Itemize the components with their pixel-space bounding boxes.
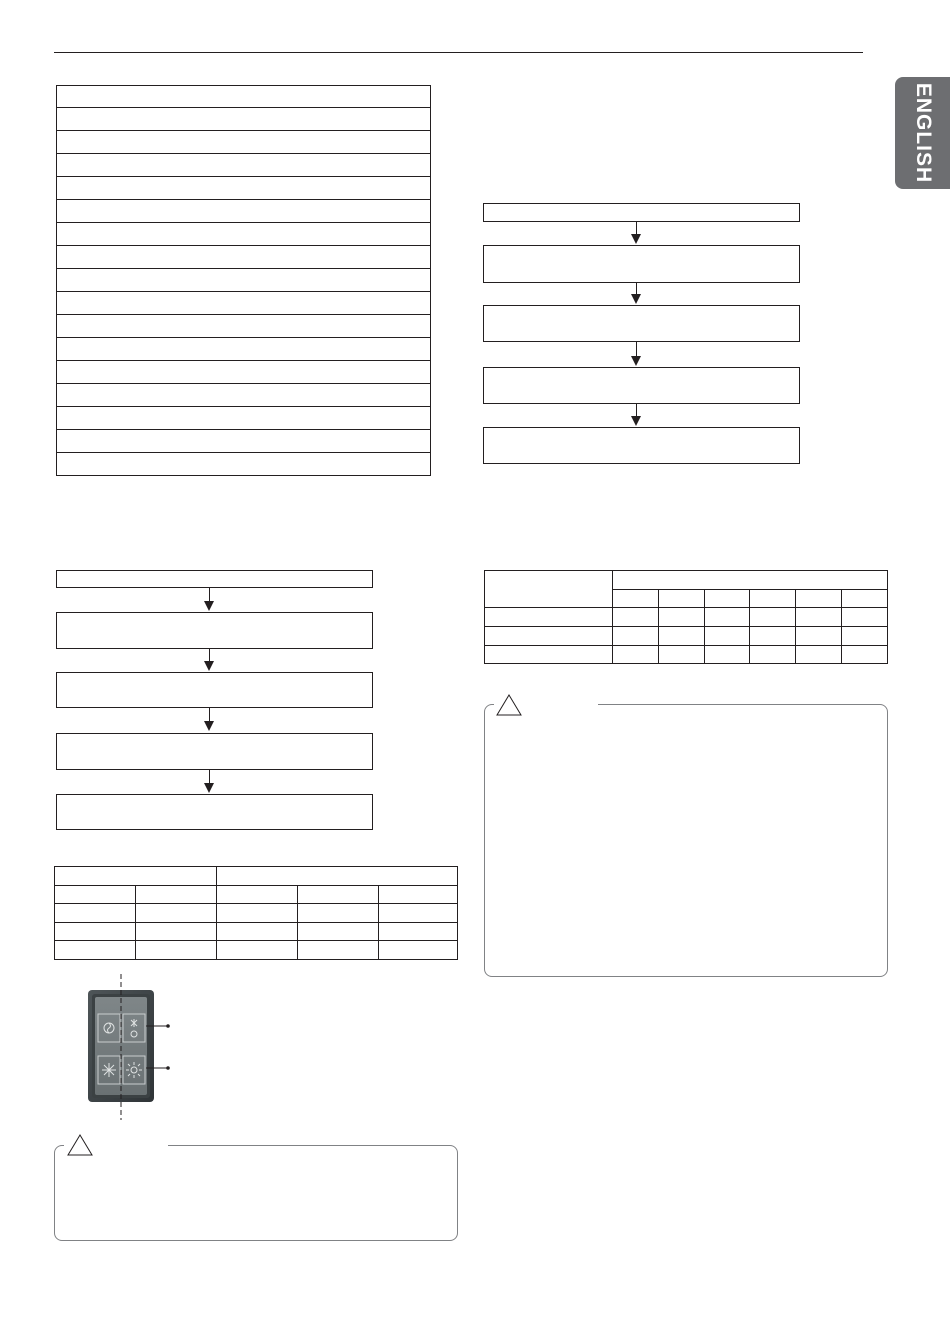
photo-callouts xyxy=(80,974,190,1120)
table-row xyxy=(57,131,431,154)
flow-arrow-down-icon xyxy=(631,283,643,304)
table-row xyxy=(57,292,431,315)
table-header-cell xyxy=(704,590,750,608)
table-header-cell xyxy=(658,590,704,608)
table-row xyxy=(57,453,431,476)
warning-triangle-icon xyxy=(66,1133,94,1157)
table-row xyxy=(55,941,458,960)
flow-step-5 xyxy=(483,427,800,464)
language-tab-label: ENGLISH xyxy=(911,82,935,184)
flow-step-3 xyxy=(56,672,373,708)
callout-dot-lower xyxy=(166,1066,170,1070)
table-row xyxy=(57,430,431,453)
flow-step-1 xyxy=(483,203,800,222)
table-row xyxy=(485,646,888,664)
table-row xyxy=(55,886,458,904)
language-tab xyxy=(895,77,950,189)
left-stacked-table xyxy=(56,85,431,476)
header-rule xyxy=(54,52,863,53)
flow-step-4 xyxy=(483,367,800,404)
caution-frame xyxy=(484,704,888,977)
table-header-cell xyxy=(217,867,458,886)
table-header-cell xyxy=(750,590,796,608)
flow-arrow-down-icon xyxy=(631,222,643,244)
flow-arrow-down-icon xyxy=(204,588,216,611)
left-grid-table xyxy=(54,866,458,960)
flow-step-2 xyxy=(56,612,373,649)
table-row xyxy=(57,108,431,131)
flow-step-5 xyxy=(56,794,373,830)
table-row xyxy=(57,177,431,200)
table-row xyxy=(57,361,431,384)
flow-step-3 xyxy=(483,305,800,342)
table-row xyxy=(55,904,458,923)
right-grid-table xyxy=(484,570,888,664)
table-row xyxy=(57,338,431,361)
table-header-cell xyxy=(613,571,888,590)
flow-step-2 xyxy=(483,245,800,283)
caution-frame xyxy=(54,1145,458,1241)
callout-dot-upper xyxy=(166,1024,170,1028)
table-row xyxy=(57,223,431,246)
table-row xyxy=(57,269,431,292)
table-row xyxy=(55,923,458,941)
table-header-cell xyxy=(55,867,217,886)
table-header-cell xyxy=(842,590,888,608)
flow-arrow-down-icon xyxy=(631,404,643,426)
flow-step-1 xyxy=(56,570,373,588)
table-row xyxy=(57,154,431,177)
table-row xyxy=(57,407,431,430)
flow-arrow-down-icon xyxy=(631,342,643,366)
warning-triangle-icon xyxy=(495,693,523,717)
table-row xyxy=(485,627,888,646)
table-row xyxy=(57,86,431,108)
table-row xyxy=(485,608,888,627)
flow-arrow-down-icon xyxy=(204,770,216,793)
table-row xyxy=(57,384,431,407)
flow-step-4 xyxy=(56,733,373,770)
table-header-cell xyxy=(796,590,842,608)
table-row xyxy=(57,200,431,223)
table-row xyxy=(57,315,431,338)
flow-arrow-down-icon xyxy=(204,649,216,671)
table-header-cell xyxy=(485,571,613,608)
table-row xyxy=(57,246,431,269)
flow-arrow-down-icon xyxy=(204,708,216,731)
table-header-cell xyxy=(613,590,659,608)
